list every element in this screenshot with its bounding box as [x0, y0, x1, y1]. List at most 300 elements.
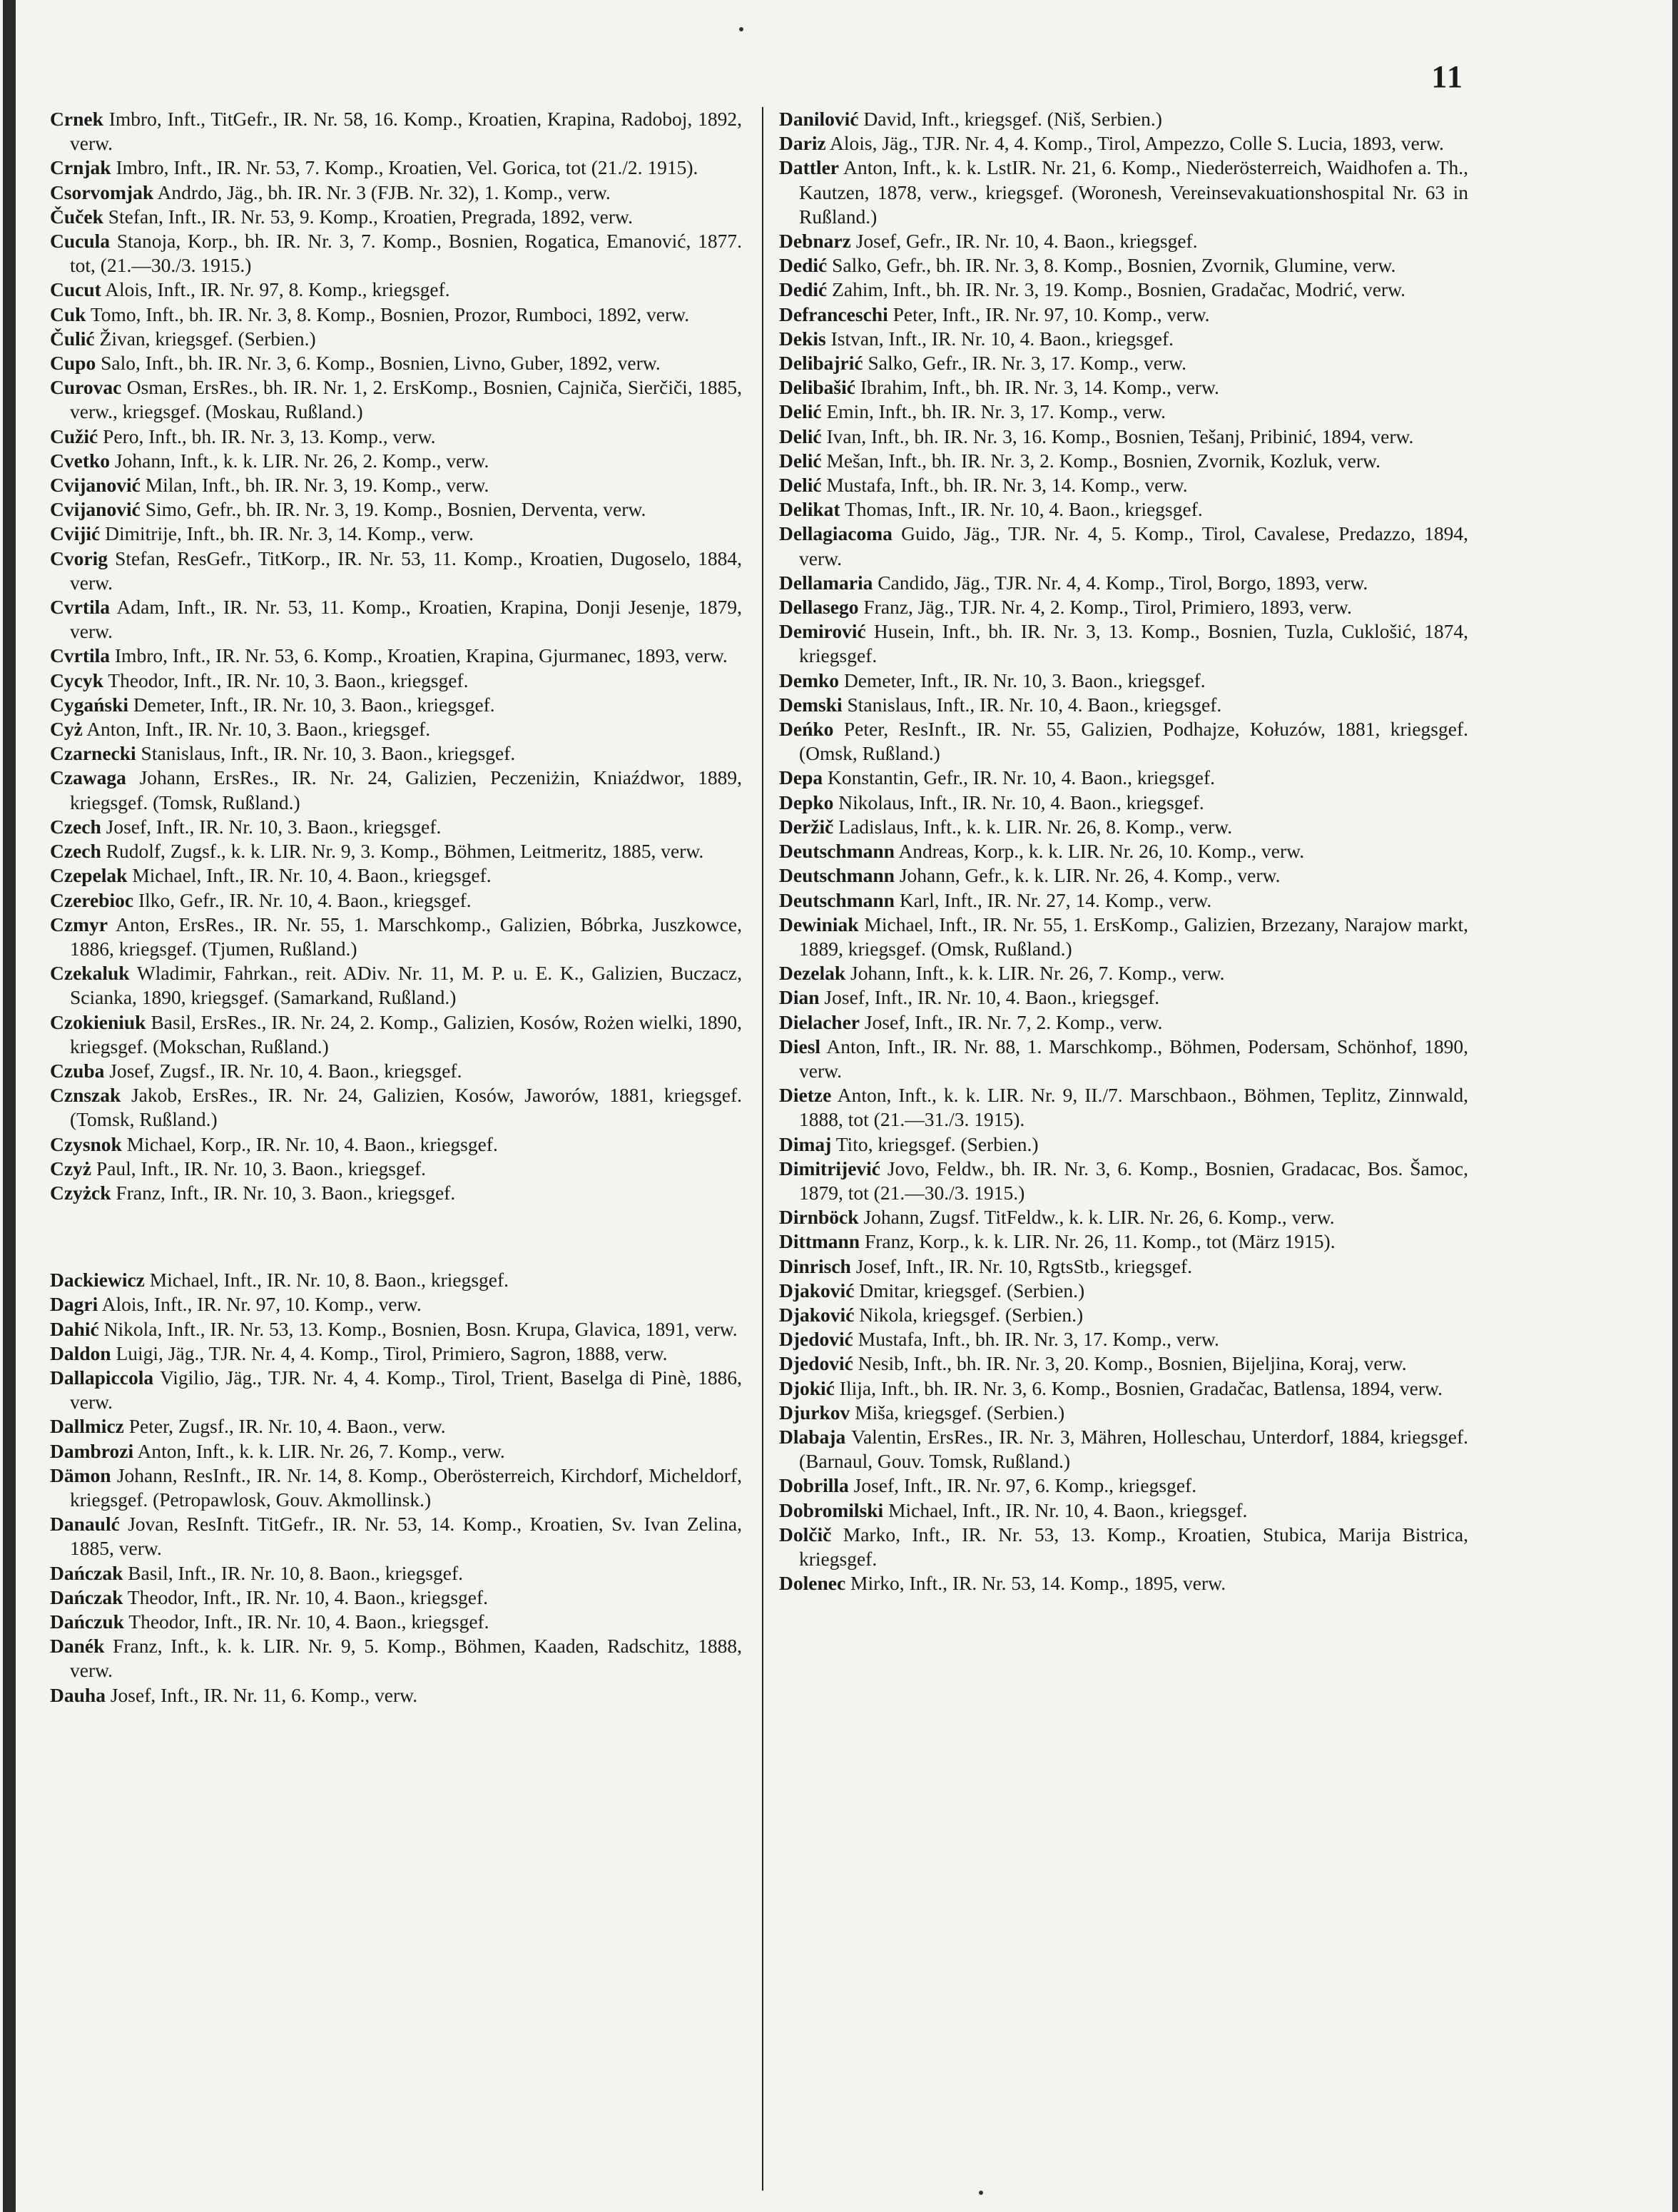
entry-details: Dimitrije, Inft., bh. IR. Nr. 3, 14. Komp., verw.	[105, 522, 474, 545]
entries-d-section	[50, 1268, 742, 1708]
casualty-entry	[50, 522, 742, 546]
entry-details: Imbro, Inft., IR. Nr. 53, 6. Komp., Kroatien, Krapina, Gjurmanec, 1893, verw.	[114, 644, 728, 667]
entry-surname: Dackiewicz	[50, 1269, 145, 1292]
entry-surname: Dämon	[50, 1463, 111, 1486]
casualty-entry	[50, 303, 742, 327]
entry-details: Tito, kriegsgef. (Serbien.)	[835, 1132, 1039, 1155]
entry-surname: Dańczak	[50, 1586, 123, 1608]
entry-details: Josef, Inft., IR. Nr. 97, 6. Komp., kriegsgef.	[853, 1474, 1197, 1497]
entry-surname: Diesl	[779, 1035, 821, 1057]
entry-surname: Demko	[779, 669, 840, 691]
entry-surname: Deutschmann	[779, 840, 895, 863]
entry-surname: Delić	[779, 425, 822, 447]
casualty-entry	[50, 961, 742, 1010]
casualty-entry	[50, 327, 742, 351]
entry-surname: Cvijanović	[50, 474, 141, 497]
entry-surname: Cvetko	[50, 449, 111, 472]
casualty-entry	[779, 913, 1468, 961]
entry-details: Nikolaus, Inft., IR. Nr. 10, 4. Baon., kriegsgef.	[838, 791, 1204, 813]
entry-details: Ilija, Inft., bh. IR. Nr. 3, 6. Komp., Bosnien, Gradačac, Batlensa, 1894, verw.	[839, 1376, 1443, 1399]
entry-surname: Czokieniuk	[50, 1010, 146, 1033]
entry-details: Josef, Inft., IR. Nr. 10, RgtsStb., kriegsgef.	[855, 1254, 1193, 1277]
entry-details: David, Inft., kriegsgef. (Niš, Serbien.)	[863, 108, 1162, 130]
entry-details: Imbro, Inft., IR. Nr. 53, 7. Komp., Kroatien, Vel. Gorica, tot (21./2. 1915).	[116, 156, 698, 179]
entry-surname: Cycyk	[50, 669, 103, 691]
entry-details: Franz, Inft., k. k. LIR. Nr. 9, 5. Komp., Böhmen, Kaaden, Radschitz, 1888, verw.	[70, 1635, 743, 1682]
entry-surname: Crnjak	[50, 156, 111, 179]
casualty-entry	[779, 619, 1468, 668]
entry-details: Jovo, Feldw., bh. IR. Nr. 3, 6. Komp., Bosnien, Gradacac, Bos. Šamoc, 1879, tot (21.—30./3. 1915.)	[799, 1157, 1468, 1204]
scan-speck	[739, 27, 743, 31]
casualty-entry	[779, 1303, 1468, 1327]
entry-details: Mirko, Inft., IR. Nr. 53, 14. Komp., 1895, verw.	[850, 1572, 1226, 1595]
entry-details: Candido, Jäg., TJR. Nr. 4, 4. Komp., Tirol, Borgo, 1893, verw.	[878, 571, 1368, 594]
casualty-entry	[779, 229, 1468, 253]
casualty-entry	[50, 1317, 742, 1341]
casualty-entry	[50, 669, 742, 693]
casualty-entry	[779, 497, 1468, 522]
entry-surname: Dimitrijević	[779, 1157, 881, 1179]
entry-surname: Crnek	[50, 108, 103, 130]
casualty-entry	[779, 1498, 1468, 1523]
entry-details: Ilko, Gefr., IR. Nr. 10, 4. Baon., kriegsgef.	[138, 888, 472, 911]
entry-details: Michael, Korp., IR. Nr. 10, 4. Baon., kriegsgef.	[126, 1132, 498, 1155]
entry-surname: Dellasego	[779, 596, 859, 619]
entry-surname: Deutschmann	[779, 864, 895, 887]
entry-details: Basil, Inft., IR. Nr. 10, 8. Baon., kriegsgef.	[128, 1561, 463, 1584]
casualty-entry	[50, 278, 742, 302]
casualty-entry	[779, 595, 1468, 619]
entry-surname: Dolenec	[779, 1572, 846, 1595]
casualty-entry	[50, 1181, 742, 1205]
casualty-entry	[50, 1366, 742, 1414]
entry-details: Vigilio, Jäg., TJR. Nr. 4, 4. Komp., Tirol, Trient, Baselga di Pinè, 1886, verw.	[70, 1366, 742, 1414]
entry-surname: Delibajrić	[779, 352, 863, 375]
casualty-entry	[50, 473, 742, 497]
column-divider	[762, 107, 763, 2191]
casualty-entry	[50, 1586, 742, 1610]
entry-details: Istvan, Inft., IR. Nr. 10, 4. Baon., kriegsgef.	[830, 327, 1174, 350]
entry-details: Alois, Jäg., TJR. Nr. 4, 4. Komp., Tirol, Ampezzo, Colle S. Lucia, 1893, verw.	[830, 132, 1444, 155]
casualty-entry	[779, 1279, 1468, 1303]
casualty-entry	[779, 1425, 1468, 1473]
entry-details: Johann, Zugsf. TitFeldw., k. k. LIR. Nr. 26, 6. Komp., verw.	[863, 1206, 1335, 1229]
entry-surname: Dallapiccola	[50, 1366, 154, 1389]
entry-surname: Dimaj	[779, 1132, 832, 1155]
casualty-entry	[779, 693, 1468, 717]
entry-surname: Dallmicz	[50, 1415, 124, 1438]
entry-details: Johann, ResInft., IR. Nr. 14, 8. Komp., Oberösterreich, Kirchdorf, Micheldorf, kriegsgef. (Petropawlosk, Gouv. Akmollinsk.)	[70, 1463, 742, 1511]
casualty-entry	[50, 1512, 742, 1561]
casualty-entry	[50, 1610, 742, 1634]
casualty-entry	[50, 644, 742, 668]
entry-details: Karl, Inft., IR. Nr. 27, 14. Komp., verw.	[899, 888, 1212, 911]
casualty-entry	[50, 1634, 742, 1683]
entry-details: Mustafa, Inft., bh. IR. Nr. 3, 14. Komp., verw.	[826, 474, 1188, 497]
entry-surname: Dobromilski	[779, 1498, 884, 1521]
entry-details: Anton, Inft., k. k. LIR. Nr. 9, II./7. Marschbaon., Böhmen, Teplitz, Zinnwald, 1888, tot (21.—31./3. 1915).	[799, 1084, 1469, 1131]
casualty-entry	[779, 400, 1468, 424]
entry-details: Rudolf, Zugsf., k. k. LIR. Nr. 9, 3. Komp., Böhmen, Leitmeritz, 1885, verw.	[106, 840, 704, 863]
entry-details: Anton, Inft., IR. Nr. 10, 3. Baon., kriegsgef.	[86, 718, 431, 741]
entry-surname: Dahić	[50, 1317, 99, 1340]
casualty-entry	[779, 1229, 1468, 1254]
entry-details: Simo, Gefr., bh. IR. Nr. 3, 19. Komp., Bosnien, Derventa, verw.	[145, 498, 646, 521]
casualty-entry	[779, 425, 1468, 449]
casualty-entry	[779, 303, 1468, 327]
casualty-entry	[50, 1414, 742, 1439]
entries-d-continued	[779, 107, 1468, 1595]
entry-surname: Čulić	[50, 327, 95, 350]
entry-surname: Czyżck	[50, 1181, 111, 1204]
casualty-entry	[50, 888, 742, 913]
entry-surname: Csorvomjak	[50, 181, 154, 203]
entry-details: Milan, Inft., bh. IR. Nr. 3, 19. Komp., verw.	[145, 474, 489, 497]
casualty-entry	[50, 1010, 742, 1059]
entry-surname: Demirović	[779, 620, 866, 643]
entry-surname: Danaulć	[50, 1513, 120, 1536]
entry-details: Thomas, Inft., IR. Nr. 10, 4. Baon., kriegsgef.	[844, 498, 1203, 521]
entry-details: Peter, Zugsf., IR. Nr. 10, 4. Baon., verw.	[128, 1415, 446, 1438]
entry-details: Josef, Inft., IR. Nr. 11, 6. Komp., verw.	[110, 1683, 418, 1706]
entry-details: Wladimir, Fahrkan., reit. ADiv. Nr. 11, M. P. u. E. K., Galizien, Buczacz, Scianka, 1890, kriegsgef. (Samarkand, Rußland.)	[70, 962, 742, 1009]
entry-surname: Debnarz	[779, 230, 851, 253]
casualty-entry	[779, 839, 1468, 863]
entry-details: Josef, Inft., IR. Nr. 10, 3. Baon., kriegsgef.	[106, 815, 442, 838]
casualty-entry	[50, 815, 742, 839]
entry-details: Basil, ErsRes., IR. Nr. 24, 2. Komp., Galizien, Kosów, Rożen wielki, 1890, kriegsgef. (Mokschan, Rußland.)	[70, 1010, 742, 1057]
entry-details: Stanislaus, Inft., IR. Nr. 10, 4. Baon., kriegsgef.	[847, 693, 1222, 716]
entry-surname: Deržič	[779, 815, 834, 838]
entry-surname: Dańczuk	[50, 1610, 124, 1633]
entry-details: Anton, Inft., k. k. LIR. Nr. 26, 7. Komp., verw.	[137, 1439, 505, 1462]
casualty-entry	[779, 669, 1468, 693]
casualty-entry	[779, 1351, 1468, 1376]
entry-surname: Dietze	[779, 1084, 832, 1107]
entry-surname: Dlabaja	[779, 1425, 846, 1448]
entry-surname: Cygański	[50, 693, 129, 716]
casualty-entry	[50, 547, 742, 595]
casualty-entry	[779, 1157, 1468, 1205]
casualty-entry	[779, 1571, 1468, 1595]
entry-surname: Czuba	[50, 1059, 105, 1082]
entry-surname: Czepelak	[50, 864, 128, 887]
casualty-entry	[50, 205, 742, 229]
entry-details: Husein, Inft., bh. IR. Nr. 3, 13. Komp., Bosnien, Tuzla, Cuklošić, 1874, kriegsgef.	[799, 620, 1469, 667]
casualty-entry	[779, 791, 1468, 815]
entry-details: Stefan, Inft., IR. Nr. 53, 9. Komp., Kroatien, Pregrada, 1892, verw.	[108, 205, 633, 228]
entry-details: Josef, Gefr., IR. Nr. 10, 4. Baon., kriegsgef.	[855, 230, 1198, 253]
entry-details: Nesib, Inft., bh. IR. Nr. 3, 20. Komp., Bosnien, Bijeljina, Koraj, verw.	[858, 1352, 1407, 1375]
entry-details: Andreas, Korp., k. k. LIR. Nr. 26, 10. Komp., verw.	[898, 840, 1305, 863]
entry-details: Theodor, Inft., IR. Nr. 10, 3. Baon., kriegsgef.	[108, 669, 469, 691]
entry-details: Nikola, kriegsgef. (Serbien.)	[859, 1303, 1084, 1326]
entry-surname: Dewiniak	[779, 913, 859, 935]
entry-details: Salko, Gefr., IR. Nr. 3, 17. Komp., verw.	[868, 352, 1187, 375]
casualty-entry	[50, 1439, 742, 1463]
entry-surname: Czekaluk	[50, 962, 130, 985]
entry-details: Johann, Gefr., k. k. LIR. Nr. 26, 4. Komp., verw.	[899, 864, 1281, 887]
entry-surname: Dauha	[50, 1683, 106, 1706]
entry-details: Theodor, Inft., IR. Nr. 10, 4. Baon., kriegsgef.	[127, 1586, 489, 1608]
casualty-entry	[50, 1083, 742, 1132]
entry-details: Anton, Inft., k. k. LstIR. Nr. 21, 6. Komp., Niederösterreich, Waidhofen a. Th., Kautzen, 1878, verw., kriegsgef. (Woronesh, Vereinsevakuationshospital Nr. 63 in Rußland.)	[799, 156, 1468, 228]
casualty-entry	[50, 766, 742, 814]
scan-edge-right	[1672, 0, 1678, 2212]
casualty-entry	[50, 1157, 742, 1181]
casualty-entry	[779, 156, 1468, 229]
entry-surname: Dielacher	[779, 1010, 860, 1033]
entry-details: Franz, Inft., IR. Nr. 10, 3. Baon., kriegsgef.	[116, 1181, 456, 1204]
entry-details: Johann, ErsRes., IR. Nr. 24, Galizien, Peczeniżin, Kniaźdwor, 1889, kriegsgef. (Tomsk, Rußland.)	[70, 766, 743, 813]
casualty-entry	[779, 375, 1468, 400]
entry-surname: Cužić	[50, 425, 98, 447]
casualty-entry	[50, 1268, 742, 1292]
casualty-entry	[779, 571, 1468, 595]
casualty-entry	[50, 1683, 742, 1708]
entry-details: Mustafa, Inft., bh. IR. Nr. 3, 17. Komp., verw.	[858, 1328, 1219, 1351]
entry-surname: Djaković	[779, 1279, 855, 1302]
entry-details: Miša, kriegsgef. (Serbien.)	[855, 1401, 1065, 1424]
casualty-entry	[50, 107, 742, 156]
entry-surname: Depa	[779, 766, 823, 789]
entry-surname: Djedović	[779, 1328, 853, 1351]
entry-surname: Czech	[50, 840, 101, 863]
entry-surname: Dekis	[779, 327, 826, 350]
entry-details: Nikola, Inft., IR. Nr. 53, 13. Komp., Bosnien, Bosn. Krupa, Glavica, 1891, verw.	[103, 1317, 738, 1340]
entry-surname: Czawaga	[50, 766, 126, 789]
casualty-entry	[50, 156, 742, 180]
entry-surname: Dariz	[779, 132, 826, 155]
entry-details: Demeter, Inft., IR. Nr. 10, 3. Baon., kriegsgef.	[133, 693, 495, 716]
entry-details: Pero, Inft., bh. IR. Nr. 3, 13. Komp., verw.	[103, 425, 436, 447]
entry-details: Ibrahim, Inft., bh. IR. Nr. 3, 14. Komp., verw.	[860, 376, 1219, 399]
entry-details: Josef, Zugsf., IR. Nr. 10, 4. Baon., kriegsgef.	[109, 1059, 462, 1082]
casualty-entry	[50, 449, 742, 473]
entry-details: Demeter, Inft., IR. Nr. 10, 3. Baon., kriegsgef.	[843, 669, 1206, 691]
entry-surname: Dobrilla	[779, 1474, 849, 1497]
entry-surname: Dirnböck	[779, 1206, 859, 1229]
casualty-entry	[779, 253, 1468, 278]
casualty-entry	[50, 741, 742, 766]
entry-surname: Cuk	[50, 303, 86, 325]
casualty-entry	[50, 1341, 742, 1366]
entry-details: Franz, Jäg., TJR. Nr. 4, 2. Komp., Tirol, Primiero, 1893, verw.	[863, 596, 1352, 619]
entry-details: Ivan, Inft., bh. IR. Nr. 3, 16. Komp., Bosnien, Tešanj, Pribinić, 1894, verw.	[826, 425, 1414, 447]
casualty-entry	[779, 327, 1468, 351]
entry-details: Peter, Inft., IR. Nr. 97, 10. Komp., verw.	[893, 303, 1210, 325]
casualty-entry	[50, 717, 742, 741]
casualty-entry	[779, 1376, 1468, 1401]
entry-surname: Cyż	[50, 718, 83, 741]
entry-surname: Deńko	[779, 718, 834, 741]
entry-surname: Dian	[779, 986, 820, 1009]
casualty-entry	[50, 1463, 742, 1512]
entry-details: Imbro, Inft., TitGefr., IR. Nr. 58, 16. Komp., Kroatien, Krapina, Radoboj, 1892, verw.	[70, 108, 743, 155]
entry-surname: Dolčič	[779, 1523, 832, 1546]
entry-details: Emin, Inft., bh. IR. Nr. 3, 17. Komp., verw.	[826, 400, 1166, 423]
entry-surname: Czmyr	[50, 913, 108, 935]
entry-surname: Curovac	[50, 376, 122, 399]
entry-surname: Djedović	[779, 1352, 853, 1375]
entry-surname: Dedić	[779, 278, 828, 301]
entry-details: Zahim, Inft., bh. IR. Nr. 3, 19. Komp., Bosnien, Gradačac, Modrić, verw.	[832, 278, 1406, 301]
entry-surname: Cznszak	[50, 1084, 121, 1107]
entry-surname: Cvrtila	[50, 596, 111, 619]
casualty-entry	[779, 961, 1468, 985]
entry-surname: Dinrisch	[779, 1254, 851, 1277]
entry-surname: Defranceschi	[779, 303, 888, 325]
casualty-entry	[50, 913, 742, 961]
page-number: 11	[1431, 59, 1464, 94]
entry-details: Jakob, ErsRes., IR. Nr. 24, Galizien, Kosów, Jaworów, 1881, kriegsgef. (Tomsk, Rußland.)	[70, 1084, 742, 1131]
entry-details: Stefan, ResGefr., TitKorp., IR. Nr. 53, 11. Komp., Kroatien, Dugoselo, 1884, verw.	[70, 547, 742, 594]
entry-details: Andrdo, Jäg., bh. IR. Nr. 3 (FJB. Nr. 32), 1. Komp., verw.	[157, 181, 611, 203]
entry-details: Theodor, Inft., IR. Nr. 10, 4. Baon., kriegsgef.	[128, 1610, 489, 1633]
entry-details: Franz, Korp., k. k. LIR. Nr. 26, 11. Komp., tot (März 1915).	[864, 1230, 1336, 1253]
entry-surname: Cupo	[50, 352, 96, 375]
entry-details: Ladislaus, Inft., k. k. LIR. Nr. 26, 8. Komp., verw.	[838, 815, 1233, 838]
casualty-entry	[779, 1401, 1468, 1425]
casualty-entry	[779, 1010, 1468, 1035]
scan-edge-left	[3, 0, 16, 2212]
casualty-entry	[779, 717, 1468, 766]
entries-c-section	[50, 107, 742, 1205]
casualty-entry	[779, 1473, 1468, 1498]
entry-details: Peter, ResInft., IR. Nr. 55, Galizien, Podhajze, Kołuzów, 1881, kriegsgef. (Omsk, Rußland.)	[799, 718, 1468, 765]
scan-speck	[979, 2191, 983, 2195]
entry-surname: Delić	[779, 400, 822, 423]
entry-details: Michael, Inft., IR. Nr. 10, 4. Baon., kriegsgef.	[132, 864, 492, 887]
entry-details: Johann, Inft., k. k. LIR. Nr. 26, 7. Komp., verw.	[850, 962, 1225, 985]
entry-surname: Czarnecki	[50, 742, 136, 765]
entry-details: Dmitar, kriegsgef. (Serbien.)	[859, 1279, 1085, 1302]
casualty-entry	[50, 351, 742, 375]
casualty-entry	[50, 375, 742, 424]
casualty-entry	[779, 985, 1468, 1010]
entry-surname: Delić	[779, 449, 822, 472]
entry-surname: Deutschmann	[779, 888, 895, 911]
casualty-entry	[50, 839, 742, 863]
entry-surname: Cucula	[50, 230, 111, 253]
entry-details: Salko, Gefr., bh. IR. Nr. 3, 8. Komp., Bosnien, Zvornik, Glumine, verw.	[832, 254, 1396, 277]
casualty-entry	[779, 863, 1468, 888]
entry-surname: Danilović	[779, 108, 859, 130]
entry-surname: Dedić	[779, 254, 828, 277]
entry-details: Guido, Jäg., TJR. Nr. 4, 5. Komp., Tirol, Cavalese, Predazzo, 1894, verw.	[799, 522, 1469, 569]
entry-surname: Cucut	[50, 278, 101, 301]
entry-details: Luigi, Jäg., TJR. Nr. 4, 4. Komp., Tirol, Primiero, Sagron, 1888, verw.	[116, 1341, 668, 1364]
entry-surname: Cvijanović	[50, 498, 141, 521]
entry-surname: Czech	[50, 815, 101, 838]
casualty-entry	[779, 449, 1468, 473]
entry-details: Michael, Inft., IR. Nr. 10, 4. Baon., kriegsgef.	[888, 1498, 1248, 1521]
entry-details: Alois, Inft., IR. Nr. 97, 10. Komp., verw.	[101, 1293, 422, 1316]
entry-surname: Cvrtila	[50, 644, 111, 667]
entry-surname: Dellagiacoma	[779, 522, 893, 545]
casualty-entry	[50, 1132, 742, 1157]
entry-details: Mešan, Inft., bh. IR. Nr. 3, 2. Komp., Bosnien, Zvornik, Kozluk, verw.	[826, 449, 1380, 472]
casualty-entry	[779, 522, 1468, 570]
casualty-entry	[779, 351, 1468, 375]
casualty-entry	[50, 425, 742, 449]
entry-surname: Cvijić	[50, 522, 101, 545]
entry-details: Michael, Inft., IR. Nr. 10, 8. Baon., kriegsgef.	[149, 1269, 509, 1292]
entry-details: Paul, Inft., IR. Nr. 10, 3. Baon., kriegsgef.	[96, 1157, 426, 1179]
entry-details: Marko, Inft., IR. Nr. 53, 13. Komp., Kroatien, Stubica, Marija Bistrica, kriegsgef.	[799, 1523, 1469, 1570]
entry-details: Valentin, ErsRes., IR. Nr. 3, Mähren, Holleschau, Unterdorf, 1884, kriegsgef. (Barnaul, Gouv. Tomsk, Rußland.)	[799, 1425, 1468, 1473]
entry-surname: Djokić	[779, 1376, 835, 1399]
entry-surname: Dezelak	[779, 962, 846, 985]
section-gap	[50, 1205, 742, 1268]
entry-surname: Depko	[779, 791, 834, 813]
entry-surname: Daldon	[50, 1341, 111, 1364]
casualty-entry	[779, 1132, 1468, 1157]
entry-details: Alois, Inft., IR. Nr. 97, 8. Komp., kriegsgef.	[105, 278, 450, 301]
entry-details: Josef, Inft., IR. Nr. 10, 4. Baon., kriegsgef.	[824, 986, 1160, 1009]
entry-details: Anton, Inft., IR. Nr. 88, 1. Marschkomp., Böhmen, Podersam, Schönhof, 1890, verw.	[799, 1035, 1469, 1082]
entry-surname: Delikat	[779, 498, 840, 521]
entry-details: Michael, Inft., IR. Nr. 55, 1. ErsKomp., Galizien, Brzezany, Narajow markt, 1889, kriegsgef. (Omsk, Rußland.)	[799, 913, 1469, 960]
entry-details: Stanoja, Korp., bh. IR. Nr. 3, 7. Komp., Bosnien, Rogatica, Emanović, 1877. tot, (21.—30./3. 1915.)	[70, 230, 742, 277]
entry-details: Salo, Inft., bh. IR. Nr. 3, 6. Komp., Bosnien, Livno, Guber, 1892, verw.	[101, 352, 661, 375]
casualty-entry	[50, 1059, 742, 1083]
casualty-entry	[779, 1205, 1468, 1229]
entry-details: Anton, ErsRes., IR. Nr. 55, 1. Marschkomp., Galizien, Bóbrka, Juszkowce, 1886, kriegsgef. (Tjumen, Rußland.)	[70, 913, 742, 960]
casualty-entry	[779, 131, 1468, 156]
entry-surname: Czysnok	[50, 1132, 122, 1155]
casualty-entry	[779, 815, 1468, 839]
entry-surname: Demski	[779, 693, 843, 716]
casualty-entry	[50, 229, 742, 278]
entry-details: Tomo, Inft., bh. IR. Nr. 3, 8. Komp., Bosnien, Prozor, Rumboci, 1892, verw.	[90, 303, 690, 325]
casualty-entry	[50, 181, 742, 205]
entry-surname: Delić	[779, 474, 822, 497]
right-column	[779, 107, 1468, 1595]
casualty-entry	[50, 497, 742, 522]
entry-surname: Dattler	[779, 156, 839, 179]
casualty-entry	[50, 1561, 742, 1586]
casualty-entry	[50, 863, 742, 888]
entry-details: Josef, Inft., IR. Nr. 7, 2. Komp., verw.	[864, 1010, 1163, 1033]
entry-surname: Dambrozi	[50, 1439, 134, 1462]
casualty-entry	[779, 888, 1468, 913]
entry-surname: Djaković	[779, 1303, 855, 1326]
entry-surname: Dittmann	[779, 1230, 860, 1253]
casualty-entry	[779, 1254, 1468, 1279]
entry-details: Johann, Inft., k. k. LIR. Nr. 26, 2. Komp., verw.	[114, 449, 489, 472]
entry-details: Osman, ErsRes., bh. IR. Nr. 1, 2. ErsKomp., Bosnien, Cajniča, Sierčiči, 1885, verw., kriegsgef. (Moskau, Rußland.)	[70, 376, 742, 423]
entry-surname: Djurkov	[779, 1401, 850, 1424]
entry-surname: Delibašić	[779, 376, 855, 399]
entry-surname: Danék	[50, 1635, 105, 1658]
casualty-entry	[779, 107, 1468, 131]
casualty-entry	[779, 1083, 1468, 1132]
entry-surname: Cvorig	[50, 547, 108, 569]
casualty-entry	[779, 1523, 1468, 1571]
entry-surname: Dellamaria	[779, 571, 873, 594]
casualty-entry	[779, 766, 1468, 790]
entry-surname: Dagri	[50, 1293, 98, 1316]
casualty-entry	[779, 1035, 1468, 1083]
casualty-entry	[779, 278, 1468, 302]
casualty-entry	[779, 473, 1468, 497]
entry-details: Adam, Inft., IR. Nr. 53, 11. Komp., Kroatien, Krapina, Donji Jesenje, 1879, verw.	[70, 596, 742, 643]
entry-details: Stanislaus, Inft., IR. Nr. 10, 3. Baon., kriegsgef.	[141, 742, 516, 765]
entry-details: Jovan, ResInft. TitGefr., IR. Nr. 53, 14. Komp., Kroatien, Sv. Ivan Zelina, 1885, verw.	[70, 1513, 743, 1560]
left-column	[50, 107, 742, 1708]
entry-surname: Czerebioc	[50, 888, 134, 911]
